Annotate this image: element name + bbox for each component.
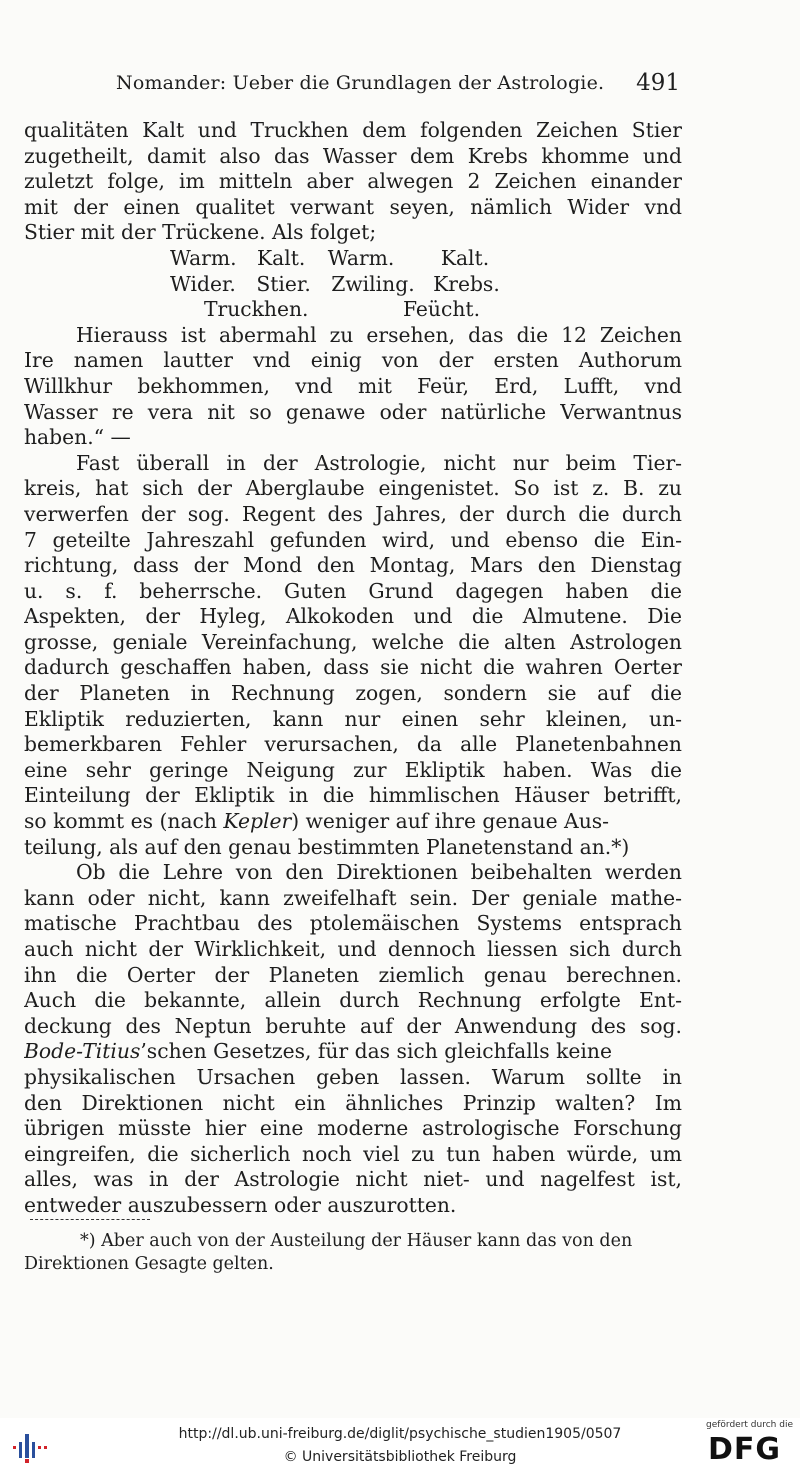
footnote-line: Direktionen Gesagte gelten. (24, 1254, 274, 1274)
text-line: mit der einen qualitet verwant seyen, nämlich Wider vnd (24, 194, 682, 219)
text-line: deckung des Neptun beruhte auf der Anwendung des sog. (24, 1013, 682, 1038)
text-line: haben.“ — (24, 425, 131, 450)
footnote-divider (30, 1219, 150, 1220)
table-cell: Krebs. (433, 271, 500, 296)
text-line: eine sehr geringe Neigung zur Ekliptik haben. Was die (24, 757, 682, 782)
text-line: Einteilung der Ekliptik in die himmlischen Häuser betrifft, (24, 783, 682, 808)
text-line: verwerfen der sog. Regent des Jahres, der durch die durch (24, 501, 682, 526)
author-name-bode-titius: Bode-Titius (24, 1039, 141, 1064)
footnote-line: *) Aber auch von der Austeilung der Häuser kann das von den (80, 1231, 633, 1251)
text-line: alles, was in der Astrologie nicht niet- und nagelfest ist, (24, 1167, 682, 1192)
running-title: Nomander: Ueber die Grundlagen der Astrologie. (116, 72, 605, 94)
text-line: zugetheilt, damit also das Wasser dem Krebs khomme und (24, 143, 682, 168)
text-line: grosse, geniale Vereinfachung, welche die alten Astrologen (24, 629, 682, 654)
text-line: auch nicht der Wirklichkeit, und dennoch liessen sich durch (24, 937, 682, 961)
text-line: kreis, hat sich der Aberglaube eingenistet. So ist z. B. zu (24, 476, 682, 501)
text-line: u. s. f. beherrsche. Guten Grund dagegen haben die (24, 578, 682, 603)
text-line: Ekliptik reduzierten, kann nur einen sehr kleinen, un- (24, 706, 682, 731)
footnote (24, 1230, 684, 1276)
text-line: entweder auszubessern oder auszurotten. (24, 1192, 457, 1217)
text-line: übrigen müsste hier eine moderne astrologische Forschung (24, 1116, 682, 1141)
text-line: Hierauss ist abermahl zu ersehen, das die 12 Zeichen (76, 322, 682, 347)
page-header (24, 70, 680, 100)
text-line: eingreifen, die sicherlich noch viel zu tun haben würde, um (24, 1141, 682, 1166)
text-line: Fast überall in der Astrologie, nicht nur beim Tier- (76, 450, 682, 475)
table-cell: Feücht. (402, 297, 481, 322)
text-line: Willkhur bekhommen, vnd mit Feür, Erd, Lufft, vnd (24, 373, 682, 398)
source-url-link[interactable]: http://dl.ub.uni-freiburg.de/diglit/psychische_studien1905/0507 (178, 1426, 622, 1442)
text-line: Ob die Lehre von den Direktionen beibehalten werden (76, 860, 682, 885)
dfg-logo-icon: DFG (708, 1432, 782, 1467)
page-number: 491 (636, 70, 680, 96)
body-text (24, 118, 682, 1219)
table-cell: Kalt. (440, 245, 490, 270)
text-line: qualitäten Kalt und Truckhen dem folgenden Zeichen Stier (24, 118, 682, 142)
text-line: Stier mit der Trückene. Als folget; (24, 220, 377, 245)
author-name-kepler: Kepler (223, 809, 292, 834)
table-cell: Warm. (170, 245, 237, 270)
text-line: teilung, als auf den genau bestimmten Planetenstand an.*) (24, 834, 630, 859)
table-cell: Kalt. (257, 245, 306, 270)
copyright-text: © Universitätsbibliothek Freiburg (283, 1449, 517, 1465)
text-line: zuletzt folge, im mitteln aber alwegen 2 Zeichen einander (24, 169, 682, 194)
text-line: bemerkbaren Fehler verursachen, da alle Planetenbahnen (24, 732, 682, 757)
text-line: 7 geteilte Jahreszahl gefunden wird, und ebenso die Ein- (24, 527, 682, 552)
text-segment: ’schen Gesetzes, für das sich gleichfalls keine (140, 1039, 612, 1064)
text-segment: so kommt es (nach (24, 809, 224, 834)
text-line: physikalischen Ursachen geben lassen. Warum sollte in (24, 1064, 682, 1089)
text-line: der Planeten in Rechnung zogen, sondern sie auf die (24, 681, 682, 706)
text-line: ihn die Oerter der Planeten ziemlich genau berechnen. (24, 962, 682, 987)
table-cell: Truckhen. (204, 297, 309, 322)
dfg-logo (704, 1420, 794, 1470)
table-cell: Stier. (256, 271, 311, 296)
text-line: Auch die bekannte, allein durch Rechnung erfolgte Ent- (24, 988, 682, 1013)
text-segment: ) weniger auf ihre genaue Aus- (291, 809, 610, 834)
text-line: dadurch geschaffen haben, dass sie nicht die wahren Oerter (24, 655, 682, 680)
zodiac-table-row (24, 272, 682, 298)
element-table-row (24, 297, 682, 323)
table-cell: Zwiling. (331, 271, 415, 296)
quality-table-row (24, 246, 682, 272)
text-line: den Direktionen nicht ein ähnliches Prinzip walten? Im (24, 1090, 682, 1115)
text-line: richtung, dass der Mond den Montag, Mars den Dienstag (24, 553, 682, 578)
text-line (24, 1039, 682, 1065)
text-line: Wasser re vera nit so genawe oder natürliche Verwantnus (24, 399, 682, 424)
table-cell: Warm. (327, 245, 395, 270)
table-cell: Wider. (170, 271, 236, 296)
dfg-caption: gefördert durch die (706, 1420, 793, 1430)
text-line: Ire namen lautter vnd einig von der ersten Authorum (24, 348, 682, 373)
text-line: kann oder nicht, kann zweifelhaft sein. Der geniale mathe- (24, 885, 682, 910)
viewer-footer (0, 1418, 800, 1472)
text-line (24, 809, 682, 835)
text-line: Aspekten, der Hyleg, Alkokoden und die Almutene. Die (24, 604, 682, 629)
text-line: matische Prachtbau des ptolemäischen Systems entsprach (24, 911, 682, 936)
